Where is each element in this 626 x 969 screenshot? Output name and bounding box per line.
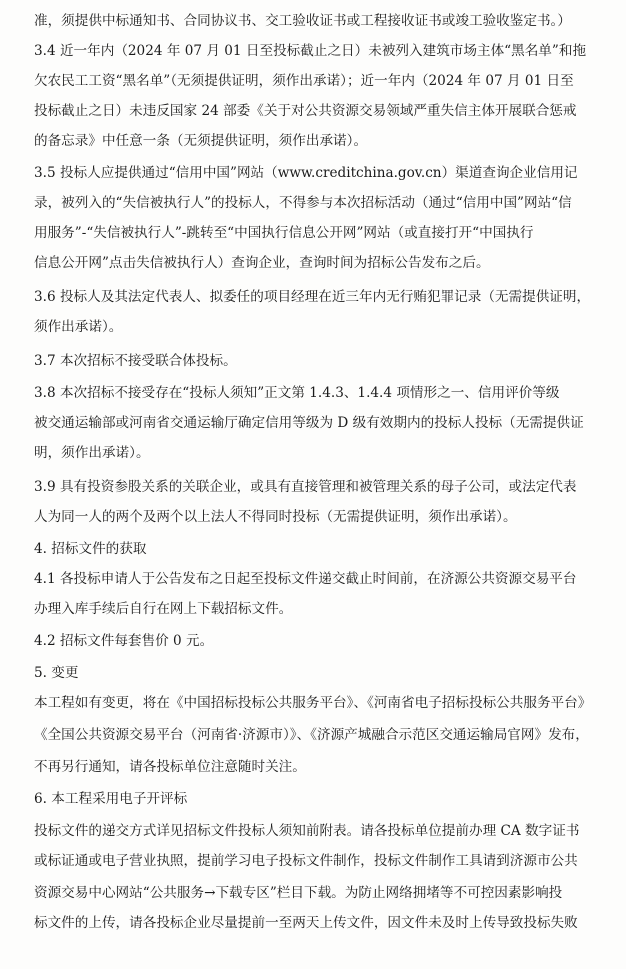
text-line: 3.6 投标人及其法定代表人、拟委任的项目经理在近三年内无行贿犯罪记录（无需提供证明， [34,289,591,305]
text-line: 信息公开网”点击失信被执行人）查询企业，查询时间为招标公告发布之后。 [34,255,490,271]
text-line: 3.4 近一年内（2024 年 07 月 01 日至投标截止之日）未被列入建筑市场主体“黑名单”和拖 [34,43,587,59]
text-line: 3.9 具有投资参股关系的关联企业，或具有直接管理和被管理关系的母子公司，或法定代表 [34,479,577,495]
text-line: 4.2 招标文件每套售价 0 元。 [34,633,214,649]
text-line: 3.7 本次招标不接受联合体投标。 [34,353,237,369]
text-line: 投标文件的递交方式详见招标文件投标人须知前附表。请各投标单位提前办理 CA 数字证书 [34,823,580,839]
text-line: 被交通运输部或河南省交通运输厅确定信用等级为 D 级有效期内的投标人投标（无需提供证 [34,415,584,431]
text-line: 明，须作出承诺）。 [34,445,150,461]
text-line: 《全国公共资源交易平台（河南省·济源市）》、《济源产城融合示范区交通运输局官网》发布， [34,727,589,743]
text-line: 录，被列入的“失信被执行人”的投标人，不得参与本次招标活动（通过“信用中国”网站“信 [34,195,572,211]
text-line: 准，须提供中标通知书、合同协议书、交工验收证书或工程接收证书或竣工验收鉴定书。） [34,13,571,29]
text-line: 不再另行通知，请各投标单位注意随时关注。 [34,759,306,775]
text-line: 须作出承诺）。 [34,319,123,335]
text-line: 投标截止之日）未违反国家 24 部委《关于对公共资源交易领域严重失信主体开展联合惩戒 [34,103,577,119]
text-line: 的备忘录》中任意一条（无须提供证明，须作出承诺）。 [34,133,368,149]
text-line: 3.8 本次招标不接受存在“投标人须知”正文第 1.4.3、1.4.4 项情形之一、信用评价等级 [34,385,560,401]
text-line: 4.1 各投标申请人于公告发布之日起至投标文件递交截止时间前，在济源公共资源交易平台 [34,571,577,587]
text-line: 或标证通或电子营业执照，提前学习电子投标文件制作，投标文件制作工具请到济源市公共 [34,853,578,869]
text-line: 资源交易中心网站“公共服务→下载专区”栏目下载。为防止网络拥堵等不可控因素影响投 [34,885,563,901]
text-line: 3.5 投标人应提供通过“信用中国”网站（www.creditchina.gov.cn）渠道查询企业信用记 [34,165,578,181]
section-heading: 5. 变更 [34,665,79,681]
text-line: 欠农民工工资“黑名单”（无须提供证明，须作出承诺）；近一年内（2024 年 07 月 01 日至 [34,73,574,89]
section-heading: 6. 本工程采用电子开评标 [34,791,188,807]
section-heading: 4. 招标文件的获取 [34,541,147,557]
text-line: 本工程如有变更，将在《中国招标投标公共服务平台》、《河南省电子招标投标公共服务平台》 [34,695,592,711]
text-line: 标文件的上传，请各投标企业尽量提前一至两天上传文件，因文件未及时上传导致投标失败 [34,915,578,931]
text-line: 办理入库手续后自行在网上下载招标文件。 [34,601,293,617]
text-line: 用服务”-“失信被执行人”-跳转至“中国执行信息公开网”网站（或直接打开“中国执行 [34,225,534,241]
text-line: 人为同一人的两个及两个以上法人不得同时投标（无需提供证明，须作出承诺）。 [34,509,517,525]
